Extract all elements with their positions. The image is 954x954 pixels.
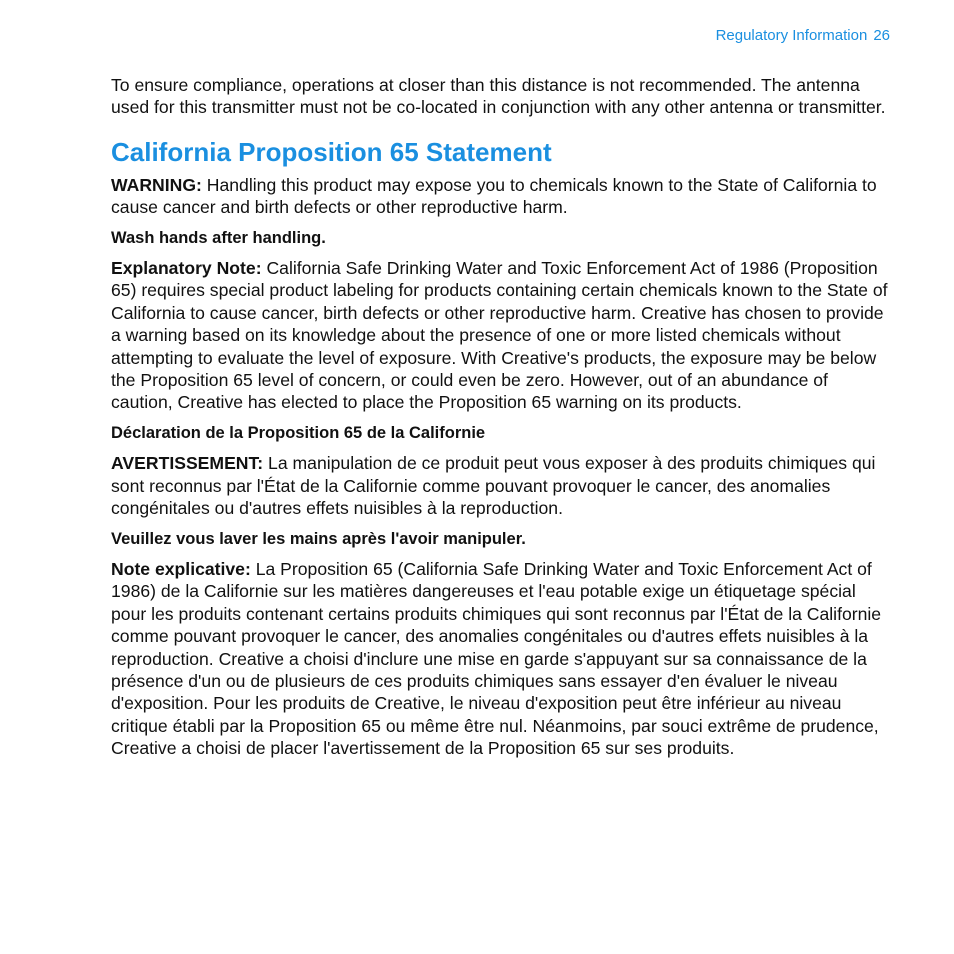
intro-paragraph: To ensure compliance, operations at closer than this distance is not recommended. The antenna used for this transmitter must not be co-located in conjunction with any other antenna or transmitter. (111, 75, 886, 118)
avertissement-text: La manipulation de ce produit peut vous exposer à des produits chimiques qui sont reconnus par l'État de la Californie comme pouvant provoquer le cancer, des anomalies congénitales ou d'autres effets nuisibles à la reproduction. (111, 453, 876, 519)
explanatory-note-paragraph (111, 257, 891, 414)
page-header (716, 27, 890, 44)
wash-hands-notice-fr: Veuillez vous laver les mains après l'avoir manipuler. (111, 529, 526, 548)
note-explicative-text: La Proposition 65 (California Safe Drinking Water and Toxic Enforcement Act of 1986) de la Californie sur les matières dangereuses et l'eau potable exige un étiquetage spécial pour les produits contenant certains produits chimiques qui sont reconnus par l'État de la Californie comme pouvant provoquer le cancer, des anomalies congénitales ou d'autres effets nuisibles à la reproduction. Creative a choisi d'inclure une mise en garde s'appuyant sur sa connaissance de la présence d'un ou de plusieurs de ces produits chimiques sans essayer d'en évaluer le niveau d'exposition. Pour les produits de Creative, le niveau d'exposition peut être inférieur au niveau critique établi par la Proposition 65 ou même être nul. Néanmoins, par souci extrême de prudence, Creative a choisi de placer l'avertissement de la Proposition 65 sur ses produits. (111, 558, 882, 759)
french-section-heading: Déclaration de la Proposition 65 de la Californie (111, 423, 486, 442)
wash-hands-notice: Wash hands after handling. (111, 228, 326, 247)
explanatory-note-text: California Safe Drinking Water and Toxic Enforcement Act of 1986 (Proposition 65) requires special product labeling for products containing certain chemicals known to the State of California to cause cancer, birth defects or other reproductive harm. Creative has chosen to provide a warning based on its knowledge about the presence of one or more listed chemicals without attempting to evaluate the level of exposure. With Creative's products, the exposure may be below the Proposition 65 level of concern, or could even be zero. However, out of an abundance of caution, Creative has elected to place the Proposition 65 warning on its products. (111, 258, 888, 413)
explanatory-note-label: Explanatory Note: (111, 258, 262, 279)
header-section-title: Regulatory Information (715, 27, 868, 44)
avertissement-label: AVERTISSEMENT: (111, 453, 264, 474)
warning-paragraph (111, 174, 891, 219)
warning-label: WARNING: (111, 174, 202, 195)
note-explicative-paragraph (111, 558, 891, 760)
avertissement-paragraph (111, 452, 891, 519)
page-title: California Proposition 65 Statement (111, 136, 552, 167)
page-content (111, 74, 891, 768)
page-number: 26 (873, 27, 890, 44)
note-explicative-label: Note explicative: (111, 558, 251, 579)
warning-text: Handling this product may expose you to chemicals known to the State of California to cause cancer and birth defects or other reproductive harm. (111, 174, 877, 218)
